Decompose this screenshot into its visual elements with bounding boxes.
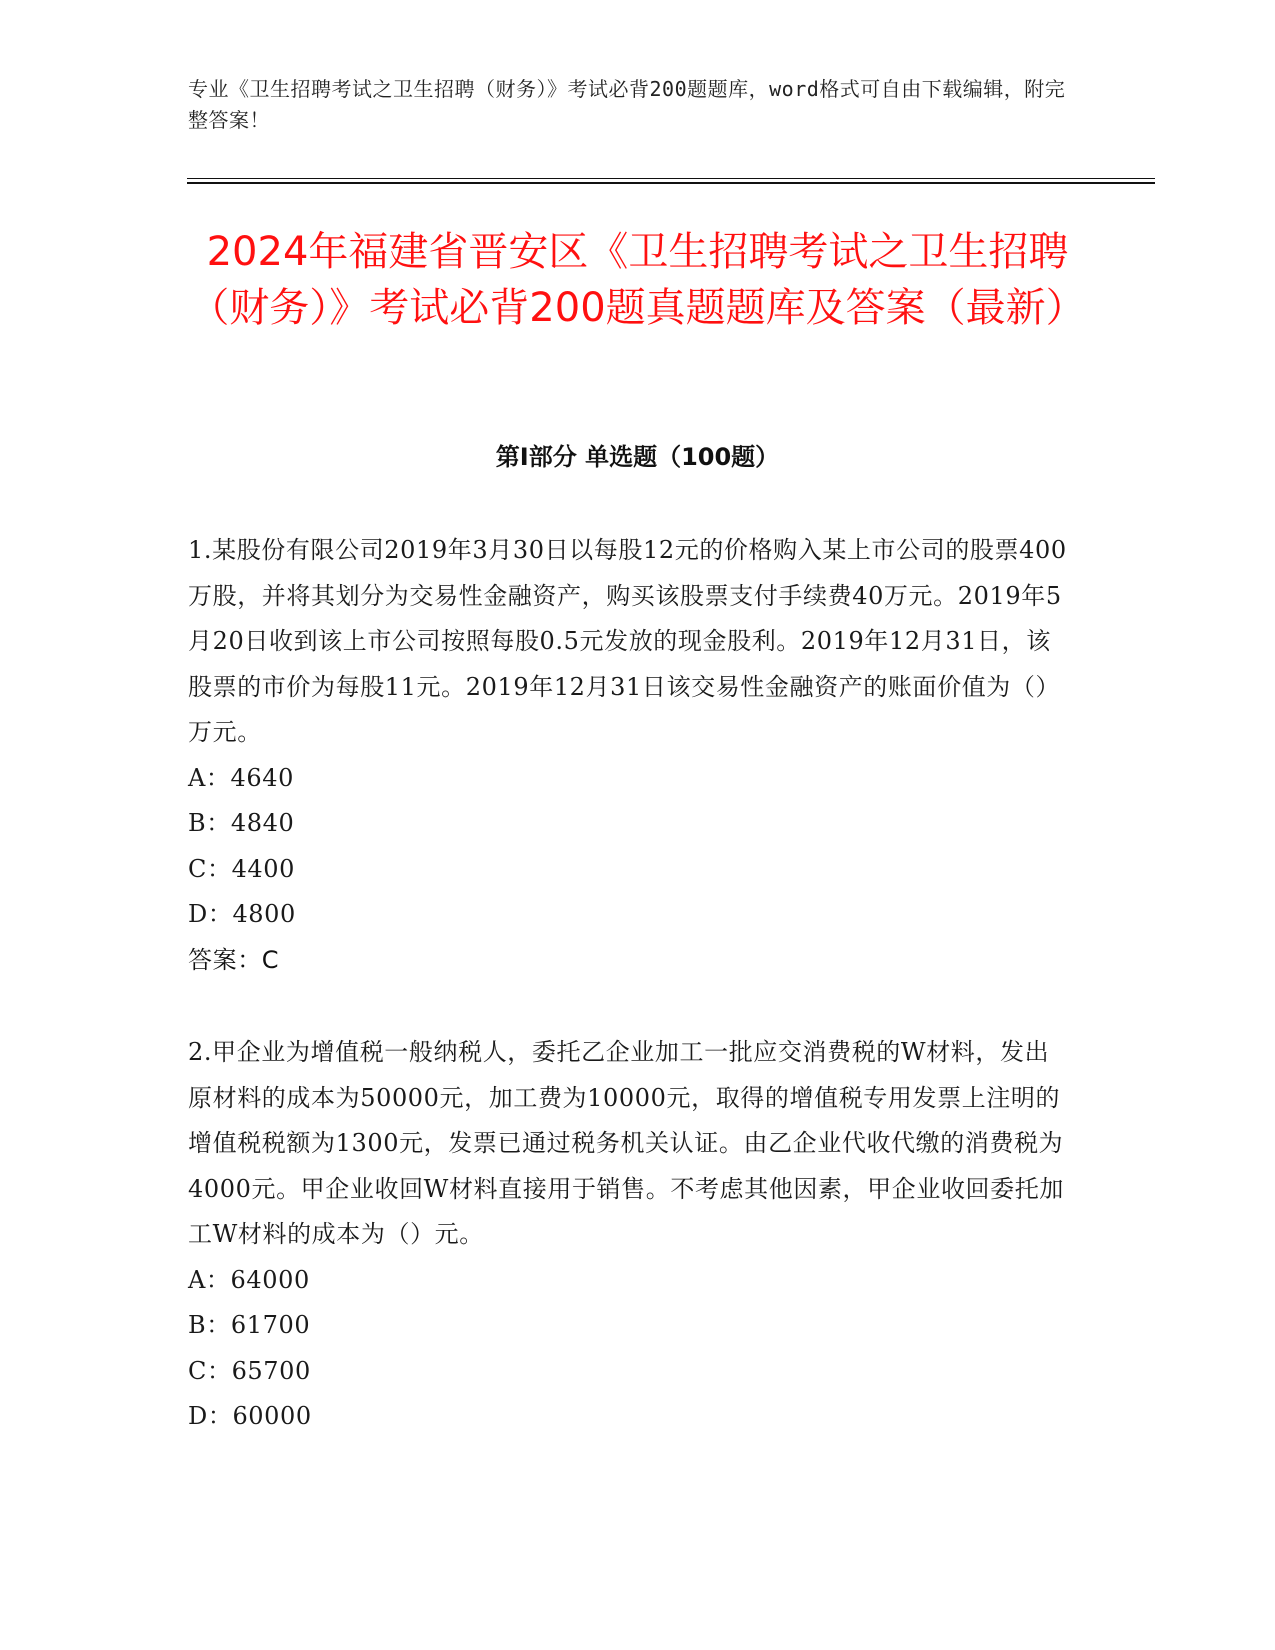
section-title: 第I部分 单选题（100题） bbox=[495, 443, 780, 471]
question-2 bbox=[188, 1030, 1070, 1440]
header-note: 专业《卫生招聘考试之卫生招聘（财务）》考试必背200题题库，word格式可自由下载编辑，附完整答案！ bbox=[188, 77, 1066, 132]
question-stem: 1.某股份有限公司2019年3月30日以每股12元的价格购入某上市公司的股票400万股，并将其划分为交易性金融资产，购买该股票支付手续费40万元。2019年5月20日收到该上市公司按照每股0.5元发放的现金股利。2019年12月31日，该股票的市价为每股11元。2019年12月31日该交易性金融资产的账面价值为（）万元。 bbox=[188, 536, 1067, 746]
question-stem: 2.甲企业为增值税一般纳税人，委托乙企业加工一批应交消费税的W材料，发出原材料的成本为50000元，加工费为10000元，取得的增值税专用发票上注明的增值税税额为1300元，发票已通过税务机关认证。由乙企业代收代缴的消费税为4000元。甲企业收回W材料直接用于销售。不考虑其他因素，甲企业收回委托加工W材料的成本为（）元。 bbox=[188, 1038, 1064, 1248]
option-a: A：4640 bbox=[188, 763, 295, 792]
option-a: A：64000 bbox=[188, 1265, 310, 1294]
option-b: B：61700 bbox=[188, 1311, 311, 1339]
option-c: C：65700 bbox=[188, 1356, 311, 1385]
question-1 bbox=[188, 528, 1070, 983]
option-d: D：60000 bbox=[188, 1402, 312, 1430]
document-title: 2024年福建省晋安区《卫生招聘考试之卫生招聘（财务）》考试必背200题真题题库及答案（最新） bbox=[189, 229, 1086, 331]
option-b: B：4840 bbox=[188, 809, 295, 837]
answer-line: 答案：C bbox=[188, 945, 280, 974]
header-divider-thin bbox=[187, 178, 1155, 179]
option-c: C：4400 bbox=[188, 854, 296, 883]
option-d: D：4800 bbox=[188, 900, 296, 928]
header-divider-thick bbox=[187, 182, 1155, 184]
